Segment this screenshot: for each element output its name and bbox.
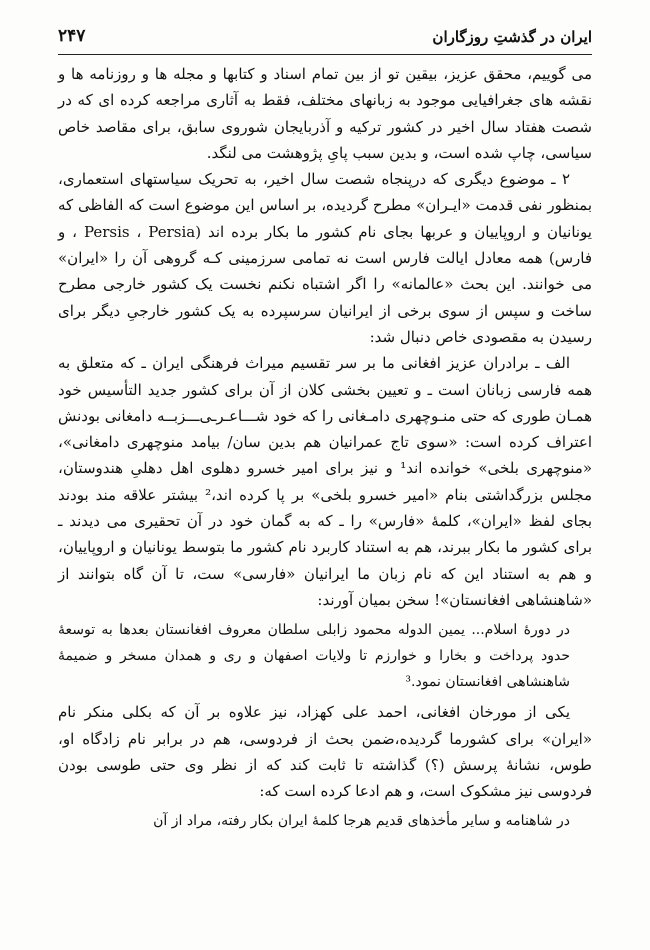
running-title: ایران در گذشتِ روزگاران (432, 28, 592, 46)
block-quote-shahnameh: در شاهنامه و سایر مأخذهای قدیم هرجا کلمهٔ ایران بکار رفته، مراد از آن (153, 813, 570, 830)
page-number: ۲۴۷ (58, 26, 86, 46)
block-quote-mahmud: در دورهٔ اسلام... یمین الدوله محمود زابلی سلطان معروف افغانستان بعدها به توسعهٔ حدود پرداخت و بخارا و خوارزم تا ولایات اصفهان و ری و همدان مسخر و ضمیمهٔ شاهنشاهی افغانستان نمود.³ (58, 622, 570, 691)
body-text (58, 61, 592, 834)
page-header (58, 20, 592, 55)
paragraph-point-2: ۲ ـ موضوع دیگری که درپنجاه شصت سال اخیر، به تحریک سیاستهای استعماری، بمنظور نفی قدمت «ایـران» مطرح گردیده، بر اساس این موضوع است که الفاظی که یونانیان و اروپاییان و عربها بجای نام کشور ما بکار برده اند (Persis ، Persia ، و فارس) همه معادل ایالت فارس است نه تمامی سرزمینی کـه گروهی آن را «ایران» می خوانند. این بحث «عالمانه» را اگر اشتباه نکنم نخست یک کشور خارجی مطرح ساخت و سپس از سوی برخی از ایرانیان سرسپرده به یک کشور خارجیِ دیگر برای رسیدن به مقصودی خاص دنبال شد: (58, 170, 592, 346)
paragraph-kohzad: یکی از مورخان افغانی، احمد علی کهزاد، نیز علاوه بر آن که بکلی منکر نام «ایران» برای کشورما گردیده،ضمن بحث از فردوسی، هم در برابر نام زادگاه او، طوس، نشانهٔ پرسش (؟) گذاشته تا ثابت کند که از نظر وی حتی طوسی بودن فردوسی نیز مشکوک است، و هم ادعا کرده است که: (58, 703, 592, 801)
paragraph-point-alef: الف ـ برادران عزیز افغانی ما بر سر تقسیم میراث فرهنگی ایران ـ که متعلق به همه فارسی زبانان است ـ و تعیین بخشی کلان از آن برای کشور جدید التأسیس خود همـان طوری که حتی منـوچهری دامـغانی را که خود شـــاعـرـی‌ـــزبــه دامغانی بودنش اعتراف کرده است: «سوی تاج عمرانیان هم بدین سان/ بیامد منوچهری دامغانی»، «منوچهری بلخی» خوانده اند¹ و نیز برای امیر خسرو دهلوی اهل دهلیِ هندوستان، مجلس بزرگداشتی بنام «امیر خسرو بلخی» بر پا کرده اند،² بیشتر علاقه مند بودند بجای لفظ «ایران»، کلمهٔ «فارس» را ـ که به گمان خود در آن تحقیری می دیدند ـ برای کشور ما بکار ببرند، هم به استناد کاربرد نام کشور ما بتوسط یونانیان و اروپاییان، و هم به استناد این که نام زبان ما ایرانیان «فارسی» ست، تا آن گاه بتوانند از «شاهنشاهی افغانستان»! سخن بمیان آورند: (58, 354, 592, 609)
paragraph-intro: می گوییم، محقق عزیز، بیقین تو از بین تمام اسناد و کتابها و مجله ها و روزنامه ها و نقشه های جغرافیایی موجود به زبانهای مختلف، فقط به آثاری مراجعه کرده ای که در شصت هفتاد سال اخیر در کشور ترکیه و آذربایجان شوروی سابق، برای مقاصد خاص سیاسی، چاپ شده است، و بدین سبب پایِ پژوهشت می لنگد. (58, 65, 592, 162)
